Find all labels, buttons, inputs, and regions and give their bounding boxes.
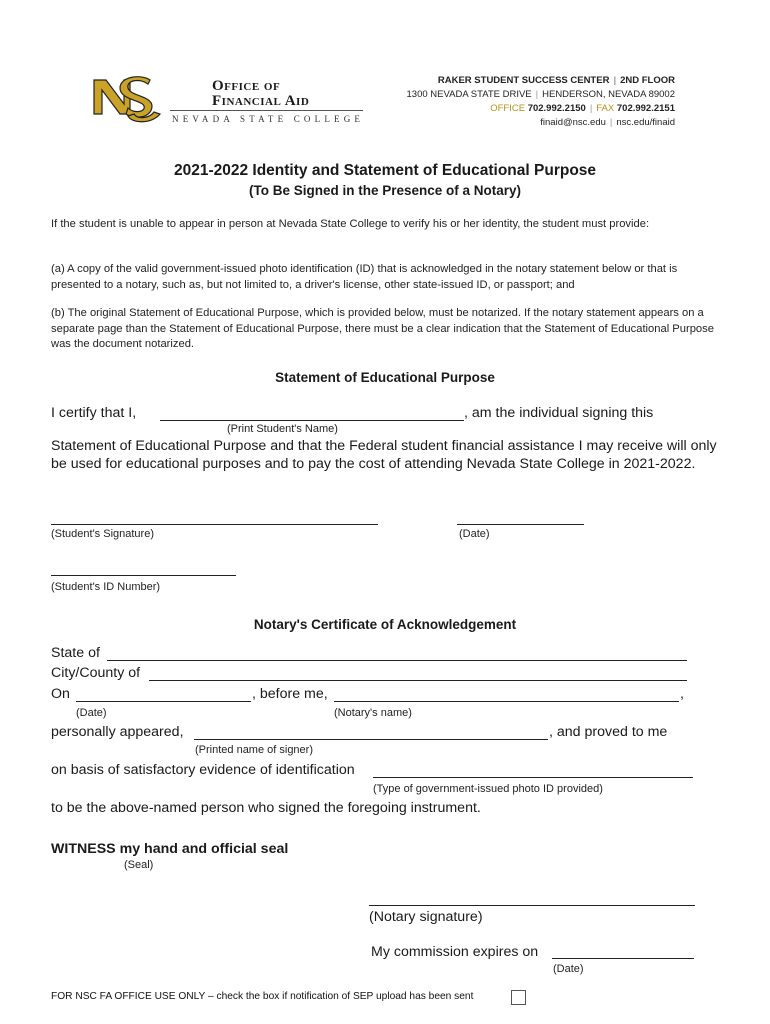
- commission-date-label: (Date): [553, 963, 584, 975]
- signer-name-field[interactable]: [194, 739, 548, 740]
- id-type-label: (Type of government-issued photo ID provided): [373, 783, 603, 795]
- document-subtitle: (To Be Signed in the Presence of a Notary): [248, 183, 522, 198]
- witness-text: WITNESS my hand and official seal: [51, 841, 289, 857]
- personally-appeared-label: personally appeared,: [51, 724, 184, 740]
- office-label: OFFICE: [490, 103, 526, 114]
- id-type-field[interactable]: [373, 777, 693, 778]
- student-id-label: (Student's ID Number): [51, 581, 161, 593]
- website-link[interactable]: nsc.edu/finaid: [616, 117, 675, 128]
- floor: 2ND FLOOR: [620, 75, 675, 86]
- office-title-line1: Office of: [212, 78, 281, 94]
- printed-name-label: (Printed name of signer): [195, 744, 313, 756]
- document-title: 2021-2022 Identity and Statement of Educational Purpose: [173, 162, 597, 179]
- state-of-label: State of: [51, 645, 100, 661]
- student-date-field[interactable]: [457, 524, 584, 525]
- print-name-label: (Print Student's Name): [227, 423, 338, 435]
- notary-signature-label: (Notary signature): [369, 909, 483, 925]
- student-signature-field[interactable]: [51, 524, 378, 525]
- fax-label: FAX: [596, 103, 615, 114]
- notary-heading: Notary's Certificate of Acknowledgement: [253, 617, 517, 632]
- item-a-paragraph: (a) A copy of the valid government-issued photo identification (ID) that is acknowledged in the notary statement below or that is presented to a notary, such as, but not limited to, a driver's license, other state-issued ID, or passport; and: [51, 263, 678, 291]
- address-street: 1300 NEVADA STATE DRIVE | HENDERSON, NEVADA 89002: [406, 89, 675, 100]
- certify-prefix: I certify that I,: [51, 405, 137, 421]
- city: HENDERSON, NEVADA 89002: [542, 89, 675, 100]
- certify-suffix: , am the individual signing this: [464, 405, 654, 421]
- seal-label: (Seal): [124, 859, 154, 871]
- center-name: RAKER STUDENT SUCCESS CENTER: [437, 75, 610, 86]
- student-name-field[interactable]: [160, 420, 464, 421]
- notary-date-label: (Date): [76, 707, 107, 719]
- on-label: On: [51, 686, 70, 702]
- comma: ,: [680, 686, 684, 702]
- notary-name-label: (Notary's name): [334, 707, 412, 719]
- above-named-text: to be the above-named person who signed the foregoing instrument.: [51, 800, 481, 816]
- address-web: finaid@nsc.edu | nsc.edu/finaid: [540, 117, 675, 128]
- notary-signature-field[interactable]: [369, 905, 695, 906]
- email-link[interactable]: finaid@nsc.edu: [540, 117, 606, 128]
- office-title-line2: Financial Aid: [212, 93, 310, 109]
- proved-to-me-label: , and proved to me: [549, 724, 668, 740]
- intro-paragraph: If the student is unable to appear in person at Nevada State College to verify his or her identity, the student must provide:: [51, 218, 650, 230]
- street: 1300 NEVADA STATE DRIVE: [406, 89, 532, 100]
- nsc-logo-icon: [90, 74, 162, 126]
- state-of-field[interactable]: [107, 660, 687, 661]
- address-center: RAKER STUDENT SUCCESS CENTER | 2ND FLOOR: [437, 75, 675, 86]
- before-me-label: , before me,: [252, 686, 328, 702]
- statement-heading: Statement of Educational Purpose: [275, 370, 495, 385]
- commission-date-field[interactable]: [552, 958, 694, 959]
- office-use-text: FOR NSC FA OFFICE USE ONLY – check the box if notification of SEP upload has been sent: [51, 991, 474, 1002]
- city-county-label: City/County of: [51, 665, 141, 681]
- office-phone: 702.992.2150: [527, 103, 586, 114]
- student-date-label: (Date): [459, 528, 490, 540]
- college-name: NEVADA STATE COLLEGE: [172, 114, 365, 124]
- statement-body: Statement of Educational Purpose and that the Federal student financial assistance I may receive will only be used for educational purposes and to pay the cost of attending Nevada State College in 2021-2022.: [51, 438, 717, 472]
- student-signature-label: (Student's Signature): [51, 528, 154, 540]
- notary-name-field[interactable]: [334, 701, 679, 702]
- fax-phone: 702.992.2151: [616, 103, 675, 114]
- address-phones: OFFICE 702.992.2150 | FAX 702.992.2151: [490, 103, 675, 114]
- student-id-field[interactable]: [51, 575, 236, 576]
- item-b-paragraph: (b) The original Statement of Educational Purpose, which is provided below, must be notarized. If the notary statement appears on a separate page than the Statement of Educational Purpose, there must be a clear indication that the Statement of Educational Purpose was the document notarized.: [51, 307, 714, 350]
- commission-label: My commission expires on: [371, 944, 539, 960]
- sep-upload-checkbox[interactable]: [511, 990, 526, 1005]
- notary-date-field[interactable]: [76, 701, 251, 702]
- nsc-logo: [90, 74, 162, 126]
- city-county-field[interactable]: [149, 680, 687, 681]
- basis-label: on basis of satisfactory evidence of identification: [51, 762, 355, 778]
- header-divider: [170, 110, 363, 111]
